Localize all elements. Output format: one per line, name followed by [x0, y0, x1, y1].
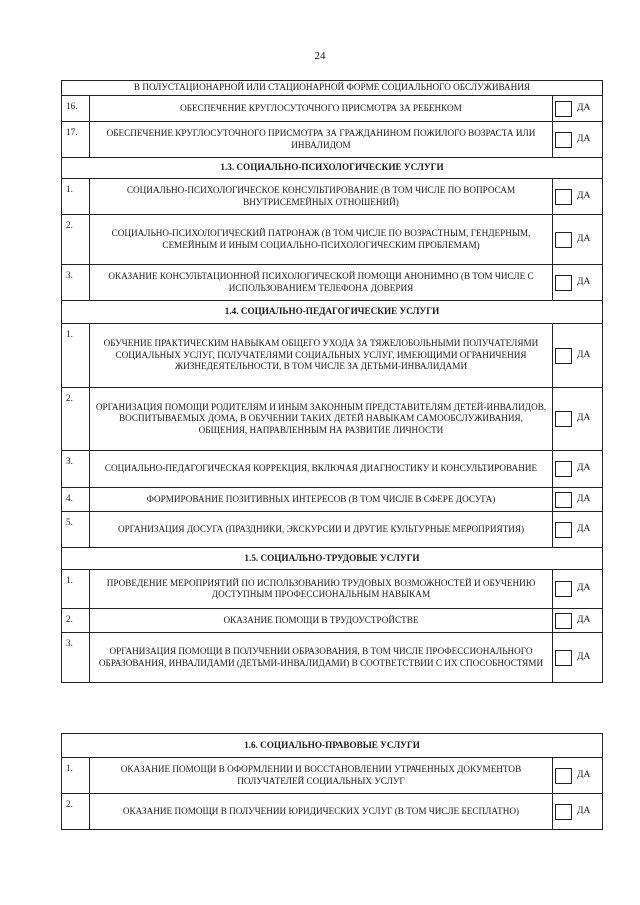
service-text: ОКАЗАНИЕ ПОМОЩИ В ОФОРМЛЕНИИ И ВОССТАНОВЛЕНИИ УТРАЧЕННЫХ ДОКУМЕНТОВ ПОЛУЧАТЕЛЕЙ СОЦИАЛЬНЫХ УСЛУГ: [90, 758, 553, 794]
service-text: ОБЕСПЕЧЕНИЕ КРУГЛОСУТОЧНОГО ПРИСМОТРА ЗА РЕБЕНКОМ: [90, 96, 553, 122]
row-number: 3.: [62, 265, 90, 301]
checkbox-label: ДА: [577, 276, 591, 287]
checkbox-label: ДА: [577, 493, 591, 504]
table-row: [62, 488, 603, 512]
service-text: ФОРМИРОВАНИЕ ПОЗИТИВНЫХ ИНТЕРЕСОВ (В ТОМ ЧИСЛЕ В СФЕРЕ ДОСУГА): [90, 488, 553, 512]
checkbox-label: ДА: [577, 523, 591, 534]
page-number: 24: [314, 50, 326, 62]
checkbox-label: ДА: [577, 805, 591, 816]
legal-services-table: [61, 733, 603, 830]
table-row: [62, 609, 603, 633]
service-text: ОКАЗАНИЕ ПОМОЩИ В ТРУДОУСТРОЙСТВЕ: [90, 609, 553, 633]
row-number: 2.: [62, 794, 90, 830]
checkbox-label: ДА: [577, 349, 591, 360]
section-title: 1.4. СОЦИАЛЬНО-ПЕДАГОГИЧЕСКИЕ УСЛУГИ: [62, 301, 603, 324]
service-text: ОКАЗАНИЕ КОНСУЛЬТАЦИОННОЙ ПСИХОЛОГИЧЕСКОЙ ПОМОЩИ АНОНИМНО (В ТОМ ЧИСЛЕ С ИСПОЛЬЗОВАНИЕМ ТЕЛЕФОНА ДОВЕРИЯ: [90, 265, 553, 301]
checkbox[interactable]: [555, 411, 572, 427]
checkbox[interactable]: [555, 650, 572, 666]
table-row: [62, 215, 603, 265]
row-number: 3.: [62, 633, 90, 683]
service-text: ОКАЗАНИЕ ПОМОЩИ В ПОЛУЧЕНИИ ЮРИДИЧЕСКИХ УСЛУГ (В ТОМ ЧИСЛЕ БЕСПЛАТНО): [90, 794, 553, 830]
section-title: 1.6. СОЦИАЛЬНО-ПРАВОВЫЕ УСЛУГИ: [62, 734, 603, 758]
service-text: ОРГАНИЗАЦИЯ ПОМОЩИ В ПОЛУЧЕНИИ ОБРАЗОВАНИЯ, В ТОМ ЧИСЛЕ ПРОФЕССИОНАЛЬНОГО ОБРАЗОВАНИЯ, ИНВАЛИДАМИ (ДЕТЬМИ-ИНВАЛИДАМИ) В СООТВЕТСТВИИ С ИХ СПОСОБНОСТЯМИ: [90, 633, 553, 683]
table-row: [62, 96, 603, 122]
row-number: 1.: [62, 179, 90, 215]
table-row: [62, 122, 603, 158]
checkbox[interactable]: [555, 232, 572, 248]
table-row: [62, 451, 603, 488]
row-number: 4.: [62, 488, 90, 512]
checkbox-label: ДА: [577, 133, 591, 144]
row-number: 2.: [62, 388, 90, 451]
checkbox-label: ДА: [577, 769, 591, 780]
checkbox-label: ДА: [577, 233, 591, 244]
service-text: ПРОВЕДЕНИЕ МЕРОПРИЯТИЙ ПО ИСПОЛЬЗОВАНИЮ ТРУДОВЫХ ВОЗМОЖНОСТЕЙ И ОБУЧЕНИЮ ДОСТУПНЫМ ПРОФЕССИОНАЛЬНЫМ НАВЫКАМ: [90, 570, 553, 609]
checkbox[interactable]: [555, 189, 572, 205]
table-row: [62, 388, 603, 451]
checkbox[interactable]: [555, 492, 572, 508]
checkbox[interactable]: [555, 461, 572, 477]
row-number: 2.: [62, 609, 90, 633]
table-row: [62, 265, 603, 301]
row-number: 17.: [62, 122, 90, 158]
checkbox[interactable]: [555, 275, 572, 291]
checkbox-label: ДА: [577, 102, 591, 113]
checkbox[interactable]: [555, 768, 572, 784]
table-row: [62, 794, 603, 830]
checkbox-label: ДА: [577, 413, 591, 424]
checkbox-label: ДА: [577, 463, 591, 474]
checkbox[interactable]: [555, 101, 572, 117]
checkbox-label: ДА: [577, 583, 591, 594]
services-table: [61, 80, 603, 683]
table-row: [62, 512, 603, 548]
row-number: 16.: [62, 96, 90, 122]
table-row: [62, 758, 603, 794]
row-number: 1.: [62, 570, 90, 609]
table-row: [62, 570, 603, 609]
table-row: [62, 324, 603, 388]
service-text: СОЦИАЛЬНО-ПСИХОЛОГИЧЕСКОЕ КОНСУЛЬТИРОВАНИЕ (В ТОМ ЧИСЛЕ ПО ВОПРОСАМ ВНУТРИСЕМЕЙНЫХ ОТНОШЕНИЙ): [90, 179, 553, 215]
table-row: [62, 633, 603, 683]
section-title: 1.5. СОЦИАЛЬНО-ТРУДОВЫЕ УСЛУГИ: [62, 548, 603, 570]
row-number: 1.: [62, 324, 90, 388]
row-number: 5.: [62, 512, 90, 548]
service-text: ОБЕСПЕЧЕНИЕ КРУГЛОСУТОЧНОГО ПРИСМОТРА ЗА ГРАЖДАНИНОМ ПОЖИЛОГО ВОЗРАСТА ИЛИ ИНВАЛИДОМ: [90, 122, 553, 158]
service-text: СОЦИАЛЬНО-ПЕДАГОГИЧЕСКАЯ КОРРЕКЦИЯ, ВКЛЮЧАЯ ДИАГНОСТИКУ И КОНСУЛЬТИРОВАНИЕ: [90, 451, 553, 488]
checkbox[interactable]: [555, 581, 572, 597]
checkbox-label: ДА: [577, 614, 591, 625]
service-text: ОРГАНИЗАЦИЯ ДОСУГА (ПРАЗДНИКИ, ЭКСКУРСИИ И ДРУГИЕ КУЛЬТУРНЫЕ МЕРОПРИЯТИЯ): [90, 512, 553, 548]
section-title: 1.3. СОЦИАЛЬНО-ПСИХОЛОГИЧЕСКИЕ УСЛУГИ: [62, 158, 603, 179]
checkbox[interactable]: [555, 522, 572, 538]
checkbox-label: ДА: [577, 190, 591, 201]
checkbox[interactable]: [555, 804, 572, 820]
service-text: ОБУЧЕНИЕ ПРАКТИЧЕСКИМ НАВЫКАМ ОБЩЕГО УХОДА ЗА ТЯЖЕЛОБОЛЬНЫМИ ПОЛУЧАТЕЛЯМИ СОЦИАЛЬНЫХ УСЛУГ, ПОЛУЧАТЕЛЯМИ СОЦИАЛЬНЫХ УСЛУГ, ИМЕЮЩИМИ ОГРАНИЧЕНИЯ ЖИЗНЕДЕЯТЕЛЬНОСТИ, В ТОМ ЧИСЛЕ ЗА ДЕТЬМИ-ИНВАЛИДАМИ: [90, 324, 553, 388]
row-number: 3.: [62, 451, 90, 488]
checkbox-label: ДА: [577, 651, 591, 662]
continued-section-header: В ПОЛУСТАЦИОНАРНОЙ ИЛИ СТАЦИОНАРНОЙ ФОРМЕ СОЦИАЛЬНОГО ОБСЛУЖИВАНИЯ: [62, 81, 603, 96]
service-text: СОЦИАЛЬНО-ПСИХОЛОГИЧЕСКИЙ ПАТРОНАЖ (В ТОМ ЧИСЛЕ ПО ВОЗРАСТНЫМ, ГЕНДЕРНЫМ, СЕМЕЙНЫМ И ИНЫМ СОЦИАЛЬНО-ПСИХОЛОГИЧЕСКИМ ПРОБЛЕМАМ): [90, 215, 553, 265]
checkbox[interactable]: [555, 613, 572, 629]
checkbox[interactable]: [555, 132, 572, 148]
checkbox[interactable]: [555, 348, 572, 364]
table-row: [62, 179, 603, 215]
row-number: 2.: [62, 215, 90, 265]
service-text: ОРГАНИЗАЦИЯ ПОМОЩИ РОДИТЕЛЯМ И ИНЫМ ЗАКОННЫМ ПРЕДСТАВИТЕЛЯМ ДЕТЕЙ-ИНВАЛИДОВ, ВОСПИТЫВАЕМЫХ ДОМА, В ОБУЧЕНИИ ТАКИХ ДЕТЕЙ НАВЫКАМ САМООБСЛУЖИВАНИЯ, ОБЩЕНИЯ, НАПРАВЛЕННЫМ НА РАЗВИТИЕ ЛИЧНОСТИ: [90, 388, 553, 451]
row-number: 1.: [62, 758, 90, 794]
